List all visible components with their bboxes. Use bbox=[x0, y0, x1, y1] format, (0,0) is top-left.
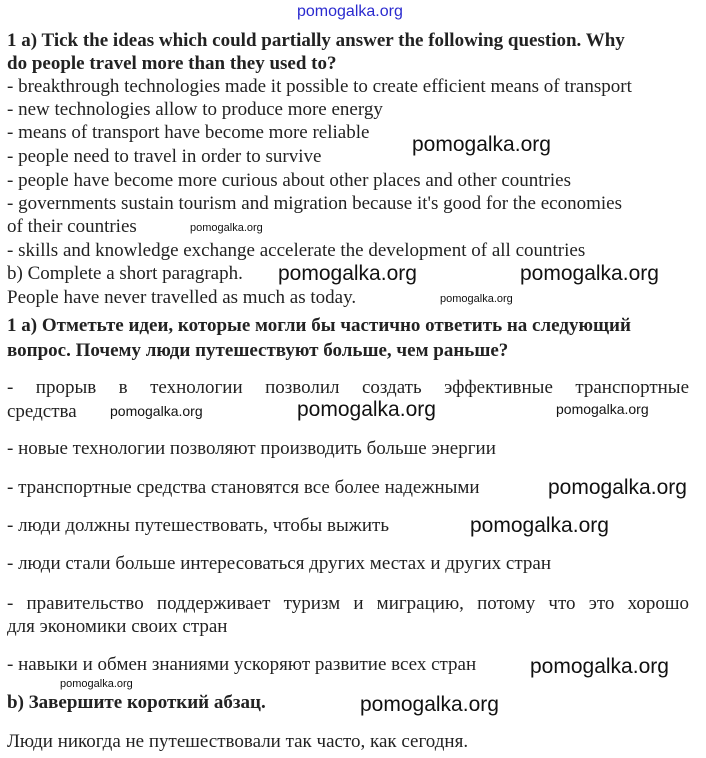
russian-b-label: b) Завершите короткий абзац. bbox=[7, 692, 266, 713]
russian-item-cont: средства bbox=[7, 401, 77, 422]
watermark: pomogalka.org bbox=[530, 655, 669, 678]
watermark: pomogalka.org bbox=[548, 476, 687, 499]
russian-paragraph: Люди никогда не путешествовали так часто, как сегодня. bbox=[7, 731, 469, 752]
russian-item: - люди должны путешествовать, чтобы выжить bbox=[7, 515, 390, 536]
watermark-small: pomogalka.org bbox=[190, 222, 263, 234]
watermark: pomogalka.org bbox=[470, 514, 609, 537]
russian-item: - новые технологии позволяют производить больше энергии bbox=[7, 438, 496, 459]
russian-item: - правительство поддерживает туризм и миграцию, потому что это хорошо bbox=[7, 593, 689, 614]
english-item: - skills and knowledge exchange accelerate the development of all countries bbox=[7, 240, 586, 261]
watermark: pomogalka.org bbox=[412, 133, 551, 156]
russian-title: 1 а) Отметьте идеи, которые могли бы частично ответить на следующий bbox=[7, 315, 631, 336]
russian-item: - транспортные средства становятся все более надежными bbox=[7, 477, 480, 498]
english-item: - breakthrough technologies made it possible to create efficient means of transport bbox=[7, 76, 632, 97]
english-item: - governments sustain tourism and migration because it's good for the economies bbox=[7, 193, 622, 214]
english-item: - people need to travel in order to survive bbox=[7, 146, 322, 167]
english-item: - means of transport have become more reliable bbox=[7, 122, 370, 143]
watermark-header: pomogalka.org bbox=[297, 3, 403, 20]
english-paragraph: People have never travelled as much as today. bbox=[7, 287, 357, 308]
watermark-small: pomogalka.org bbox=[110, 403, 203, 419]
english-item-cont: of their countries bbox=[7, 216, 137, 237]
watermark-small: pomogalka.org bbox=[556, 401, 649, 417]
english-title: 1 a) Tick the ideas which could partially answer the following question. Why bbox=[7, 30, 625, 51]
english-title-cont: do people travel more than they used to? bbox=[7, 53, 337, 74]
russian-title-cont: вопрос. Почему люди путешествуют больше, чем раньше? bbox=[7, 340, 509, 361]
russian-item-cont: для экономики своих стран bbox=[7, 616, 228, 637]
english-item: - people have become more curious about other places and other countries bbox=[7, 170, 571, 191]
russian-item: - прорыв в технологии позволил создать эффективные транспортные bbox=[7, 377, 689, 398]
russian-item: - навыки и обмен знаниями ускоряют развитие всех стран bbox=[7, 654, 477, 675]
russian-item: - люди стали больше интересоваться других местах и других стран bbox=[7, 553, 552, 574]
english-item: - new technologies allow to produce more energy bbox=[7, 99, 383, 120]
watermark: pomogalka.org bbox=[297, 398, 436, 421]
watermark: pomogalka.org bbox=[278, 262, 417, 285]
english-b-label: b) Complete a short paragraph. bbox=[7, 263, 243, 284]
watermark-small: pomogalka.org bbox=[60, 678, 133, 690]
watermark: pomogalka.org bbox=[520, 262, 659, 285]
watermark-small: pomogalka.org bbox=[440, 293, 513, 305]
watermark: pomogalka.org bbox=[360, 693, 499, 716]
